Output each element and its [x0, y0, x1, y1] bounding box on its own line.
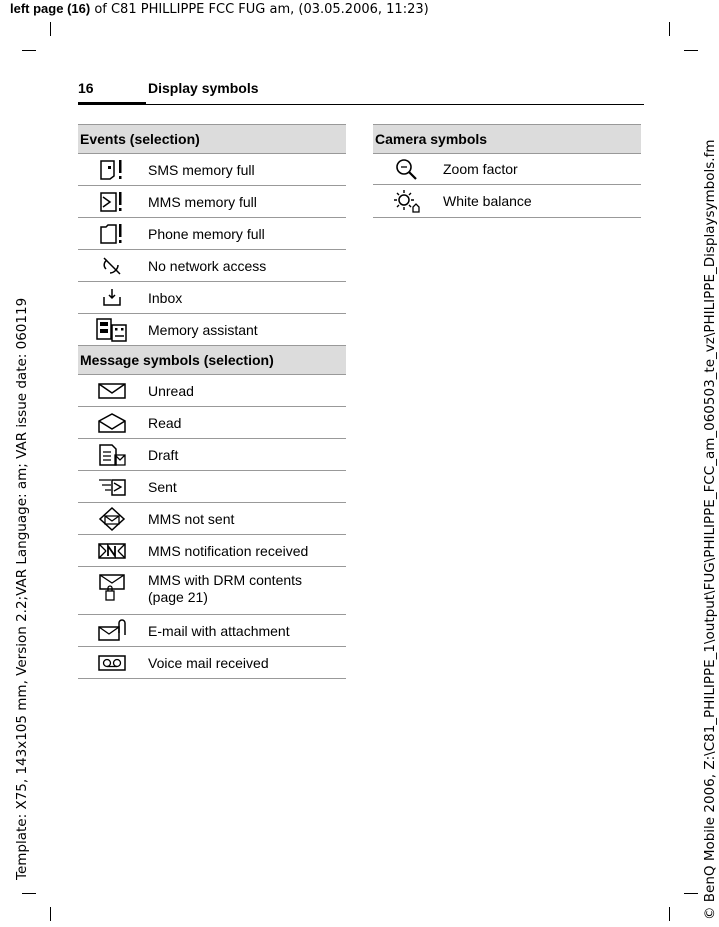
sent-icon [78, 476, 146, 498]
row-page-ref: (page 21) [148, 589, 208, 605]
table-row [78, 375, 346, 407]
page-number: 16 [78, 80, 94, 96]
crop-mark [50, 22, 51, 36]
table-row [78, 218, 346, 250]
print-header [10, 0, 429, 17]
row-label: No network access [146, 250, 346, 282]
table-row [78, 615, 346, 647]
events-heading: Events (selection) [78, 125, 346, 154]
crop-mark [669, 907, 670, 921]
row-label: MMS with DRM contents [148, 572, 303, 588]
zoom-icon [373, 157, 441, 181]
camera-table [373, 124, 641, 218]
table-row [78, 503, 346, 535]
row-label: E-mail with attachment [146, 615, 346, 647]
table-row [78, 250, 346, 282]
table-row [373, 154, 641, 185]
events-table [78, 124, 346, 679]
header-rule-accent [78, 102, 146, 105]
table-row [78, 407, 346, 439]
no-network-icon [78, 255, 146, 277]
row-label: Draft [146, 439, 346, 471]
row-label: SMS memory full [146, 154, 346, 186]
table-row [78, 439, 346, 471]
white-balance-icon [373, 188, 441, 214]
mms-notification-icon [78, 541, 146, 561]
margin-right-note [700, 60, 718, 920]
row-label: Memory assistant [146, 314, 346, 346]
inbox-icon [78, 287, 146, 309]
page-title: Display symbols [148, 80, 259, 96]
row-label: Zoom factor [441, 154, 641, 185]
table-row [78, 154, 346, 186]
draft-icon [78, 443, 146, 467]
row-label: Voice mail received [146, 647, 346, 679]
row-label: White balance [441, 185, 641, 218]
unread-icon [78, 381, 146, 401]
mms-drm-icon [78, 573, 146, 603]
row-label: Sent [146, 471, 346, 503]
table-row [78, 567, 346, 615]
print-header-page-ref: left page (16) [10, 1, 91, 16]
table-row [78, 471, 346, 503]
row-label: MMS not sent [146, 503, 346, 535]
mms-not-sent-icon [78, 506, 146, 532]
row-label: MMS notification received [146, 535, 346, 567]
read-icon [78, 412, 146, 434]
crop-mark [22, 50, 36, 51]
table-row [78, 282, 346, 314]
table-row [78, 186, 346, 218]
row-label: MMS memory full [146, 186, 346, 218]
crop-mark [50, 907, 51, 921]
row-label: Phone memory full [146, 218, 346, 250]
crop-mark [22, 893, 36, 894]
table-row [373, 185, 641, 218]
table-row [78, 647, 346, 679]
phone-memory-full-icon [78, 223, 146, 245]
crop-mark [669, 22, 670, 36]
memory-assistant-icon [78, 317, 146, 343]
row-label: Read [146, 407, 346, 439]
row-label: Inbox [146, 282, 346, 314]
email-attachment-icon [78, 619, 146, 643]
margin-left-note [12, 60, 30, 880]
crop-mark [684, 50, 698, 51]
table-row [78, 535, 346, 567]
table-row [78, 314, 346, 346]
voice-mail-icon [78, 653, 146, 673]
crop-mark [684, 893, 698, 894]
print-header-info: of C81 PHILLIPPE FCC FUG am, (03.05.2006, 11:23) [90, 2, 429, 17]
row-label: Unread [146, 375, 346, 407]
messages-heading: Message symbols (selection) [78, 346, 346, 375]
margin-left-text: Template: X75, 143x105 mm, Version 2.2;VAR Language: am; VAR issue date: 060119 [14, 297, 30, 880]
margin-right-text: © BenQ Mobile 2006, Z:\C81_PHILIPPE_1\output\FUG\PHILIPPE_FCC_am_060503_te_vz\PHILIPPE_Displaysymbols.fm [702, 139, 718, 920]
header-rule [78, 104, 644, 105]
camera-heading: Camera symbols [373, 125, 641, 154]
mms-memory-full-icon [78, 191, 146, 213]
sms-memory-full-icon [78, 159, 146, 181]
